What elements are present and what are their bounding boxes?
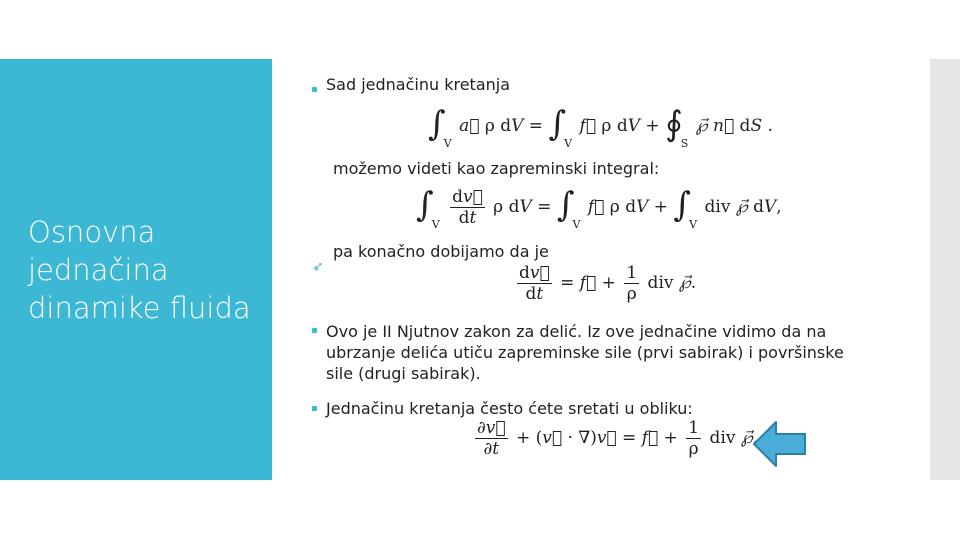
bullet-1 — [312, 87, 317, 92]
final-text: pa konačno dobijamo da je — [333, 242, 549, 261]
common-form-text: Jednačinu kretanja često ćete sretati u obliku: — [326, 399, 693, 418]
arrow-bullet-icon: ➶ — [312, 258, 324, 274]
volume-integral-text: možemo videti kao zapreminski integral: — [333, 159, 660, 178]
newton-law-text: Ovo je II Njutnov zakon za delić. Iz ove jednačine vidimo da na ubrzanje delića utiču zapreminske sile (prvi sabirak) i površinske sile (drugi sabirak). — [326, 322, 844, 383]
equation-2: $\int_V$ $\frac{dv⃗}{dt}$ ρ dV = $\int_V$ f⃗ ρ dV + $\int_V$ div ℘⃗ dV, — [416, 185, 782, 231]
slide-title: Osnovna jednačina dinamike fluida — [28, 215, 251, 325]
left-arrow-icon — [754, 422, 805, 466]
equation-4: $\frac{\partial v⃗}{\partial t}$ + (v⃗ · ∇)v⃗ = f⃗ + $\frac{1}{\rho}$ div ℘⃗. — [477, 418, 759, 459]
intro-text: Sad jednačinu kretanja — [326, 75, 511, 94]
equation-3: $\frac{dv⃗}{dt}$ = f⃗ + $\frac{1}{\rho}$ div ℘⃗. — [519, 263, 697, 304]
equation-1: $\int_V$ a⃗ ρ dV = $\int_V$ f⃗ ρ dV + $∮_S$ ℘⃗ n⃗ dS . — [428, 104, 773, 150]
bullet-2 — [312, 328, 317, 333]
bullet-3 — [312, 406, 317, 411]
back-arrow-button[interactable] — [752, 419, 808, 469]
